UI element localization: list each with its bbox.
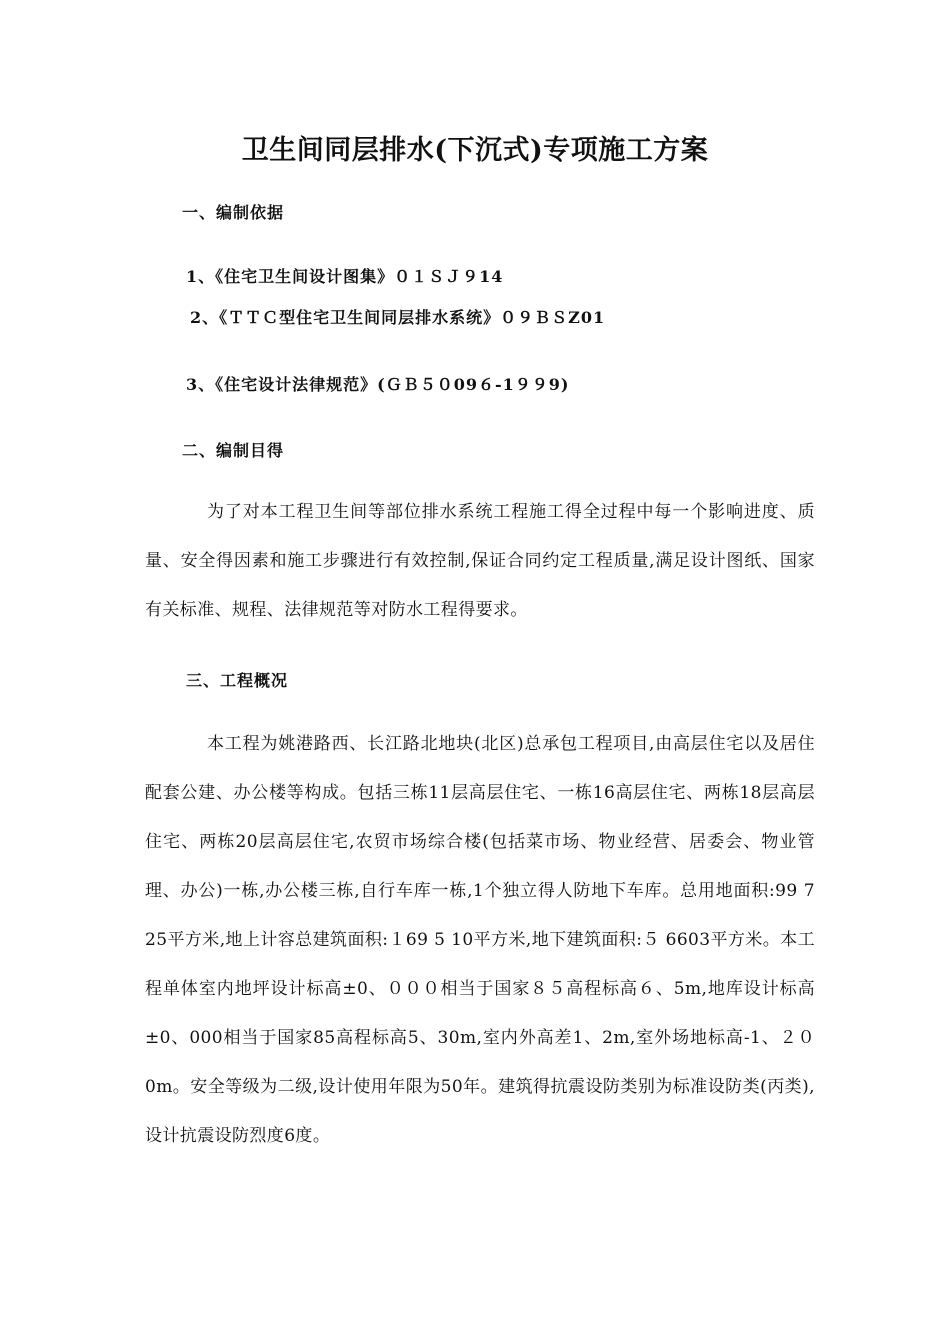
reference-item-2: 2、《ＴＴＣ型住宅卫生间同层排水系统》０９ＢＳZ01 bbox=[190, 308, 606, 327]
reference-item-3: 3、《住宅设计法律规范》(ＧＢ５０09６-1９９9) bbox=[186, 375, 570, 394]
overview-paragraph: 本工程为姚港路西、长江路北地块(北区)总承包工程项目,由高层住宅以及居住配套公建、办公楼等构成。包括三栋11层高层住宅、一栋16高层住宅、两栋18层高层住宅、两栋20层高层住宅,农贸市场综合楼(包括菜市场、物业经营、居委会、物业管理、办公)一栋,办公楼三栋,自行车库一栋,1个独立得人防地下车库。总用地面积:99 7 25平方米,地上计容总建筑面积:１69 5 10平方米,地下建筑面积:５ 6603平方米。本工程单体室内地坪设计标高±0、０００相当于国家８５高程标高６、5m,地库设计标高±0、000相当于国家85高程标高5、30m,室内外高差1、2m,室外场地标高-1、２０0m。安全等级为二级,设计使用年限为50年。建筑得抗震设防类别为标准设防类(丙类),设计抗震设防烈度6度。 bbox=[145, 734, 815, 1146]
section-heading-purpose: 二、编制目得 bbox=[182, 441, 285, 460]
section-heading-basis: 一、编制依据 bbox=[182, 203, 285, 222]
section-heading-overview: 三、工程概况 bbox=[186, 671, 289, 690]
document-title: 卫生间同层排水(下沉式)专项施工方案 bbox=[241, 135, 709, 166]
reference-item-1: 1、《住宅卫生间设计图集》０１ＳＪ９14 bbox=[186, 267, 504, 286]
purpose-paragraph: 为了对本工程卫生间等部位排水系统工程施工得全过程中每一个影响进度、质量、安全得因素和施工步骤进行有效控制,保证合同约定工程质量,满足设计图纸、国家有关标准、规程、法律规范等对防水工程得要求。 bbox=[145, 502, 815, 620]
